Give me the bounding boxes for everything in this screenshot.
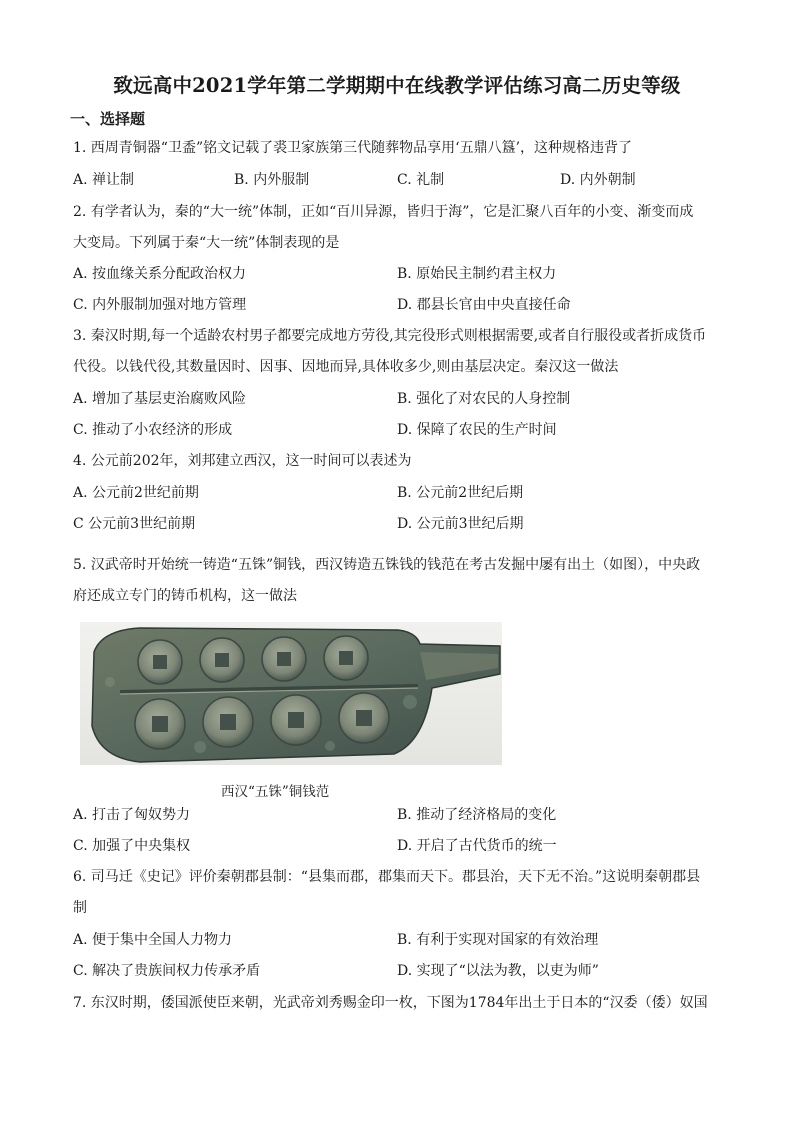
question-2-option-a: A. 按血缘关系分配政治权力 [73,266,247,282]
question-1-option-b: B. 内外服制 [234,172,310,188]
question-6-option-d: D. 实现了“以法为教，以吏为师” [397,963,599,979]
question-6-option-b: B. 有利于实现对国家的有效治理 [397,932,599,948]
question-5-stem-line-1: 5. 汉武帝时开始统一铸造“五铢”铜钱，西汉铸造五铢钱的钱范在考古发掘中屡有出土（如图），中央政 [73,557,701,573]
question-2-option-b: B. 原始民主制约君主权力 [397,266,557,282]
question-5-option-c: C. 加强了中央集权 [73,838,191,854]
question-2-stem-line-2: 大变局。下列属于秦“大一统”体制表现的是 [73,235,340,251]
question-4-option-c: C 公元前3世纪前期 [73,516,196,532]
question-3-option-d: D. 保障了农民的生产时间 [397,422,557,438]
question-4-stem: 4. 公元前202年，刘邦建立西汉，这一时间可以表述为 [73,453,412,469]
question-4-option-b: B. 公元前2世纪后期 [397,485,524,501]
question-5-option-d: D. 开启了古代货币的统一 [397,838,557,854]
question-6-stem-line-2: 制 [73,900,87,916]
question-5-stem-line-2: 府还成立专门的铸币机构，这一做法 [73,588,297,604]
question-3-option-c: C. 推动了小农经济的形成 [73,422,233,438]
question-4-option-d: D. 公元前3世纪后期 [397,516,524,532]
question-5-option-a: A. 打击了匈奴势力 [73,807,191,823]
question-6-option-a: A. 便于集中全国人力物力 [73,932,233,948]
question-6-option-c: C. 解决了贵族间权力传承矛盾 [73,963,261,979]
question-1-option-c: C. 礼制 [397,172,445,188]
question-3-stem-line-2: 代役。以钱代役,其数量因时、因事、因地而异,具体收多少,则由基层决定。秦汉这一做法 [73,359,619,375]
question-5-option-b: B. 推动了经济格局的变化 [397,807,557,823]
question-3-stem-line-1: 3. 秦汉时期,每一个适龄农村男子都要完成地方劳役,其完役形式则根据需要,或者自行服役或者折成货币 [73,328,707,344]
question-1-option-a: A. 禅让制 [73,172,135,188]
question-7-stem: 7. 东汉时期，倭国派使臣来朝，光武帝刘秀赐金印一枚，下图为1784年出土于日本的“汉委（倭）奴国 [73,995,708,1011]
question-2-stem-line-1: 2. 有学者认为，秦的“大一统”体制，正如“百川异源，皆归于海”，它是汇聚八百年的小变、渐变而成 [73,204,694,220]
question-2-option-d: D. 郡县长官由中央直接任命 [397,297,571,313]
question-1-stem: 1. 西周青铜器“卫盉”铭文记载了裘卫家族第三代随葬物品享用‘五鼎八簋’，这种规格违背了 [73,140,633,156]
question-2-option-c: C. 内外服制加强对地方管理 [73,297,247,313]
question-1-option-d: D. 内外朝制 [560,172,636,188]
figure-caption: 西汉“五铢”铜钱范 [221,784,330,800]
question-3-option-b: B. 强化了对农民的人身控制 [397,391,571,407]
section-heading: 一、选择题 [70,110,146,128]
page-title: 致远高中2021学年第二学期期中在线教学评估练习高二历史等级 [113,74,681,97]
coin-mold-image [80,622,502,765]
question-6-stem-line-1: 6. 司马迁《史记》评价秦朝郡县制：“县集而郡，郡集而天下。郡县治，天下无不治。”这说明秦朝郡县 [73,869,701,885]
question-3-option-a: A. 增加了基层吏治腐败风险 [73,391,247,407]
coin-mold-photo [80,622,502,765]
question-4-option-a: A. 公元前2世纪前期 [73,485,199,501]
